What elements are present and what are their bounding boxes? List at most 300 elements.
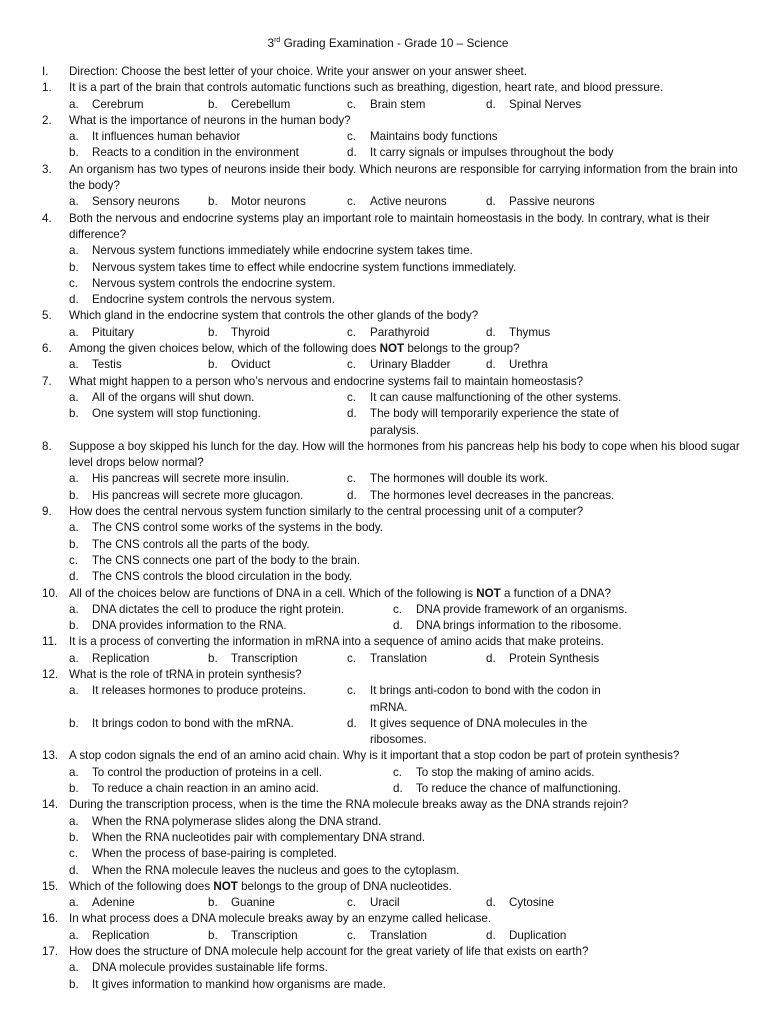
choice-text: Reacts to a condition in the environment	[92, 146, 299, 160]
question-item	[42, 80, 740, 113]
question-number: 3.	[42, 162, 52, 176]
choice-text: It influences human behavior	[92, 130, 241, 144]
question-item	[42, 586, 740, 635]
choice-item	[486, 928, 625, 944]
choice-letter: b.	[69, 537, 79, 551]
choice-item	[69, 765, 393, 781]
choice-item	[208, 928, 347, 944]
question-row	[42, 911, 740, 927]
choice-text: His pancreas will secrete more glucagon.	[92, 488, 304, 502]
choice-item	[69, 928, 208, 944]
choice-letter: b.	[208, 195, 218, 209]
question-text-emphasis: NOT	[379, 342, 405, 356]
choice-letter: a.	[69, 814, 79, 828]
choice-letter: d.	[393, 782, 403, 796]
choice-letter: c.	[347, 684, 357, 698]
question-text: What is the role of tRNA in protein synthesis?	[69, 667, 302, 681]
choice-letter: b.	[69, 977, 79, 991]
direction-text: Direction: Choose the best letter of your choice. Write your answer on your answer sheet.	[69, 65, 527, 78]
choice-letter: a.	[69, 244, 79, 258]
question-row	[42, 341, 740, 357]
question-row	[42, 80, 740, 96]
choice-text: Transcription	[231, 928, 298, 942]
choice-letter: d.	[486, 325, 496, 339]
choice-item	[69, 194, 208, 210]
choice-item	[69, 129, 347, 145]
question-item	[42, 162, 740, 211]
question-number: 4.	[42, 211, 52, 225]
question-text: What might happen to a person who’s nervous and endocrine systems fail to maintain homeostasis?	[69, 374, 584, 388]
choice-text: Urethra	[509, 358, 548, 372]
choice-letter: b.	[208, 928, 218, 942]
choice-letter: a.	[69, 961, 79, 975]
choice-text: One system will stop functioning.	[92, 407, 261, 421]
choice-text: It carry signals or impulses throughout the body	[370, 146, 614, 160]
choice-text: The CNS connects one part of the body to the brain.	[92, 553, 361, 567]
question-item	[42, 308, 740, 341]
choice-letter: d.	[69, 863, 79, 877]
choice-item	[69, 960, 740, 976]
choice-item	[69, 243, 740, 259]
question-item	[42, 944, 740, 993]
choice-letter: d.	[486, 97, 496, 111]
title-superscript: rd	[274, 37, 281, 44]
choice-item	[69, 683, 347, 716]
question-text-emphasis: NOT	[213, 879, 238, 893]
choice-text: The CNS controls all the parts of the body.	[92, 537, 310, 551]
choice-list	[69, 683, 740, 748]
choice-item	[486, 325, 625, 341]
choice-text: Nervous system controls the endocrine system.	[92, 276, 336, 290]
choice-letter: a.	[69, 130, 79, 144]
choice-item	[69, 830, 740, 846]
choice-letter: c.	[347, 928, 357, 942]
question-text: What is the importance of neurons in the human body?	[69, 113, 351, 127]
choice-letter: c.	[347, 195, 357, 209]
question-text-part: a function of a DNA?	[500, 586, 611, 600]
question-item	[42, 504, 740, 585]
choice-item	[208, 97, 347, 113]
exam-content	[0, 64, 768, 993]
question-text: How does the structure of DNA molecule help account for the great variety of life that exists on earth?	[69, 945, 589, 959]
question-number: 6.	[42, 342, 52, 356]
choice-text: Duplication	[509, 928, 567, 942]
choice-letter: b.	[69, 782, 79, 796]
choice-text: Protein Synthesis	[509, 651, 600, 665]
choice-item	[486, 194, 625, 210]
choice-text: Replication	[92, 651, 150, 665]
choice-list	[69, 602, 740, 635]
choice-text: DNA dictates the cell to produce the right protein.	[92, 602, 344, 616]
choice-item	[208, 325, 347, 341]
question-list	[42, 80, 740, 993]
choice-text: The CNS controls the blood circulation in the body.	[92, 570, 353, 584]
question-text: It is a process of converting the information in mRNA into a sequence of amino acids that make proteins.	[69, 635, 604, 649]
choice-text: Adenine	[92, 896, 135, 910]
choice-letter: d.	[486, 651, 496, 665]
choice-letter: c.	[69, 847, 79, 861]
choice-list	[69, 471, 740, 504]
choice-letter: a.	[69, 390, 79, 404]
choice-item	[347, 488, 625, 504]
question-text: A stop codon signals the end of an amino acid chain. Why is it important that a stop codon be part of protein synthesis?	[69, 749, 680, 763]
choice-letter: a.	[69, 521, 79, 535]
choice-letter: d.	[486, 896, 496, 910]
choice-list	[69, 895, 740, 911]
choice-letter: a.	[69, 684, 79, 698]
choice-item	[69, 553, 740, 569]
question-text: Both the nervous and endocrine systems play an important role to maintain homeostasis in the body. In contrary, what is their difference?	[69, 211, 710, 241]
choice-text: Maintains body functions	[370, 130, 498, 144]
choice-text: Nervous system takes time to effect while endocrine system functions immediately.	[92, 260, 517, 274]
question-text: It is a part of the brain that controls automatic functions such as breathing, digestion, heart rate, and blood pressure.	[69, 81, 664, 95]
choice-text: Translation	[370, 651, 427, 665]
choice-text: The hormones level decreases in the pancreas.	[370, 488, 615, 502]
choice-letter: d.	[347, 407, 357, 421]
direction-label: I.	[42, 65, 49, 78]
choice-item	[347, 325, 486, 341]
question-item	[42, 667, 740, 748]
choice-letter: a.	[69, 358, 79, 372]
choice-text: Urinary Bladder	[370, 358, 451, 372]
choice-item	[69, 814, 740, 830]
question-item	[42, 211, 740, 309]
choice-text: Guanine	[231, 896, 275, 910]
choice-list	[69, 928, 740, 944]
choice-text: When the RNA molecule leaves the nucleus and goes to the cytoplasm.	[92, 863, 460, 877]
choice-text: DNA molecule provides sustainable life forms.	[92, 961, 328, 975]
choice-letter: a.	[69, 325, 79, 339]
question-number: 15.	[42, 879, 59, 893]
choice-letter: c.	[347, 97, 357, 111]
title-prefix: 3	[267, 36, 275, 50]
choice-item	[69, 357, 208, 373]
choice-item	[393, 618, 671, 634]
question-number: 16.	[42, 912, 59, 926]
question-number: 7.	[42, 374, 52, 388]
choice-letter: b.	[208, 896, 218, 910]
choice-letter: b.	[208, 97, 218, 111]
choice-text: Thyroid	[231, 325, 270, 339]
choice-item	[69, 325, 208, 341]
choice-item	[69, 471, 347, 487]
choice-letter: c.	[347, 325, 357, 339]
choice-text: Transcription	[231, 651, 298, 665]
choice-letter: a.	[69, 896, 79, 910]
question-text-part: Among the given choices below, which of the following does	[69, 342, 380, 356]
choice-letter: a.	[69, 928, 79, 942]
choice-letter: b.	[69, 146, 79, 160]
choice-letter: a.	[69, 765, 79, 779]
question-text-part: belongs to the group of DNA nucleotides.	[237, 879, 452, 893]
choice-item	[69, 863, 740, 879]
choice-text: Motor neurons	[231, 195, 306, 209]
choice-text: Oviduct	[231, 358, 271, 372]
choice-text: Parathyroid	[370, 325, 430, 339]
question-row	[42, 748, 740, 764]
choice-text: Passive neurons	[509, 195, 595, 209]
choice-item	[347, 390, 625, 406]
question-text	[69, 586, 740, 602]
question-text	[69, 879, 740, 895]
exam-title	[0, 0, 768, 51]
choice-text: Active neurons	[370, 195, 447, 209]
choice-list	[69, 814, 740, 879]
choice-item	[69, 97, 208, 113]
choice-item	[69, 977, 740, 993]
choice-letter: d.	[69, 293, 79, 307]
choice-item	[208, 357, 347, 373]
choice-text: Sensory neurons	[92, 195, 180, 209]
choice-list	[69, 129, 740, 162]
choice-letter: d.	[393, 619, 403, 633]
choice-item	[69, 406, 347, 439]
choice-item	[393, 765, 671, 781]
choice-text: Brain stem	[370, 97, 426, 111]
choice-item	[347, 683, 625, 716]
choice-letter: c.	[393, 602, 403, 616]
choice-text: DNA provides information to the RNA.	[92, 619, 287, 633]
choice-letter: d.	[486, 928, 496, 942]
choice-text: It gives sequence of DNA molecules in the ribosomes.	[370, 716, 588, 747]
choice-letter: a.	[69, 602, 79, 616]
choice-letter: d.	[69, 570, 79, 584]
choice-text: To reduce a chain reaction in an amino acid.	[92, 782, 319, 796]
choice-letter: d.	[347, 146, 357, 160]
question-text-emphasis: NOT	[476, 586, 501, 600]
choice-text: Cerebrum	[92, 97, 144, 111]
question-row	[42, 439, 740, 472]
choice-text: When the RNA nucleotides pair with complementary DNA strand.	[92, 830, 426, 844]
choice-item	[69, 260, 740, 276]
choice-item	[347, 471, 625, 487]
choice-letter: a.	[69, 97, 79, 111]
choice-list	[69, 960, 740, 993]
choice-list	[69, 325, 740, 341]
choice-text: The body will temporarily experience the state of paralysis.	[370, 407, 619, 437]
choice-letter: c.	[393, 765, 403, 779]
choice-letter: b.	[69, 830, 79, 844]
choice-list	[69, 520, 740, 585]
question-number: 12.	[42, 667, 59, 681]
choice-item	[393, 602, 671, 618]
choice-letter: d.	[347, 716, 357, 730]
choice-text: When the process of base-pairing is completed.	[92, 847, 337, 861]
question-row	[42, 162, 740, 195]
choice-item	[69, 651, 208, 667]
choice-text: DNA provide framework of an organisms.	[416, 602, 628, 616]
choice-letter: c.	[69, 276, 79, 290]
choice-item	[69, 145, 347, 161]
question-number: 5.	[42, 309, 52, 323]
choice-list	[69, 357, 740, 373]
choice-letter: c.	[347, 358, 357, 372]
choice-list	[69, 97, 740, 113]
choice-text: It brings anti-codon to bond with the codon in mRNA.	[370, 684, 601, 714]
question-row	[42, 797, 740, 813]
choice-letter: a.	[69, 472, 79, 486]
choice-item	[69, 602, 393, 618]
question-number: 17.	[42, 945, 59, 959]
question-text-part: belongs to the group?	[404, 342, 520, 356]
choice-text: The CNS control some works of the systems in the body.	[92, 521, 384, 535]
question-item	[42, 113, 740, 162]
question-item	[42, 439, 740, 504]
choice-text: When the RNA polymerase slides along the DNA strand.	[92, 814, 382, 828]
choice-item	[347, 716, 625, 749]
choice-item	[69, 537, 740, 553]
question-number: 2.	[42, 113, 52, 127]
choice-text: The hormones will double its work.	[370, 472, 548, 486]
choice-item	[347, 406, 625, 439]
question-row	[42, 944, 740, 960]
choice-letter: c.	[347, 896, 357, 910]
question-item	[42, 748, 740, 797]
choice-item	[69, 618, 393, 634]
choice-text: Uracil	[370, 896, 400, 910]
choice-letter: c.	[347, 130, 357, 144]
question-row	[42, 504, 740, 520]
choice-item	[486, 357, 625, 373]
choice-list	[69, 765, 740, 798]
question-text-part: Which of the following does	[69, 879, 214, 893]
question-row	[42, 211, 740, 244]
choice-item	[69, 292, 740, 308]
choice-letter: b.	[69, 407, 79, 421]
choice-item	[347, 895, 486, 911]
question-number: 8.	[42, 439, 52, 453]
choice-item	[69, 716, 347, 749]
choice-item	[486, 97, 625, 113]
question-item	[42, 634, 740, 667]
question-item	[42, 911, 740, 944]
question-text: An organism has two types of neurons inside their body. Which neurons are responsible for carrying information from the brain into the body?	[69, 162, 738, 193]
question-text: During the transcription process, when is the time the RNA molecule breaks away as the DNA strands rejoin?	[69, 798, 629, 812]
choice-text: Testis	[92, 358, 122, 372]
choice-text: Endocrine system controls the nervous system.	[92, 293, 335, 307]
question-item	[42, 797, 740, 878]
question-text-part: All of the choices below are functions of DNA in a cell. Which of the following is	[69, 586, 477, 600]
choice-letter: c.	[69, 553, 79, 567]
choice-letter: d.	[486, 195, 496, 209]
choice-list	[69, 390, 740, 439]
choice-text: It can cause malfunctioning of the other systems.	[370, 390, 622, 404]
choice-text: It brings codon to bond with the mRNA.	[92, 716, 294, 730]
title-suffix: Grading Examination - Grade 10 – Science	[280, 36, 509, 50]
choice-item	[347, 145, 625, 161]
choice-text: Translation	[370, 928, 427, 942]
choice-text: Spinal Nerves	[509, 97, 582, 111]
question-text: In what process does a DNA molecule breaks away by an enzyme called helicase.	[69, 912, 492, 926]
choice-text: To control the production of proteins in a cell.	[92, 765, 323, 779]
question-item	[42, 341, 740, 374]
choice-item	[69, 781, 393, 797]
question-item	[42, 374, 740, 439]
choice-text: It releases hormones to produce proteins.	[92, 684, 306, 698]
choice-list	[69, 243, 740, 308]
choice-item	[347, 194, 486, 210]
question-text: How does the central nervous system function similarly to the central processing unit of a computer?	[69, 505, 584, 519]
question-number: 14.	[42, 798, 59, 812]
question-number: 10.	[42, 586, 59, 600]
choice-letter: b.	[69, 619, 79, 633]
choice-letter: b.	[69, 260, 79, 274]
question-number: 1.	[42, 81, 52, 95]
choice-item	[69, 488, 347, 504]
choice-item	[208, 651, 347, 667]
choice-text: Replication	[92, 928, 150, 942]
choice-item	[208, 895, 347, 911]
choice-list	[69, 194, 740, 210]
choice-list	[69, 651, 740, 667]
question-item	[42, 879, 740, 912]
choice-letter: a.	[69, 195, 79, 209]
choice-item	[486, 895, 625, 911]
choice-text: Cerebellum	[231, 97, 291, 111]
question-row	[42, 879, 740, 895]
choice-letter: b.	[208, 358, 218, 372]
choice-item	[347, 357, 486, 373]
choice-letter: b.	[208, 325, 218, 339]
choice-item	[208, 194, 347, 210]
choice-text: To stop the making of amino acids.	[416, 765, 595, 779]
choice-letter: b.	[208, 651, 218, 665]
choice-item	[69, 276, 740, 292]
choice-item	[393, 781, 671, 797]
direction-row	[42, 64, 740, 80]
choice-text: It gives information to mankind how organisms are made.	[92, 977, 386, 991]
question-number: 13.	[42, 749, 59, 763]
choice-letter: a.	[69, 651, 79, 665]
choice-letter: c.	[347, 651, 357, 665]
choice-letter: b.	[69, 488, 79, 502]
question-number: 11.	[42, 635, 58, 649]
choice-text: Cytosine	[509, 896, 555, 910]
choice-item	[347, 97, 486, 113]
choice-item	[347, 928, 486, 944]
choice-text: Pituitary	[92, 325, 134, 339]
choice-text: His pancreas will secrete more insulin.	[92, 472, 290, 486]
choice-letter: d.	[347, 488, 357, 502]
choice-item	[69, 569, 740, 585]
question-row	[42, 634, 740, 650]
choice-item	[69, 895, 208, 911]
question-text	[69, 341, 740, 357]
choice-letter: b.	[69, 716, 79, 730]
choice-letter: c.	[347, 472, 357, 486]
choice-item	[69, 846, 740, 862]
choice-item	[347, 129, 625, 145]
question-row	[42, 586, 740, 602]
question-row	[42, 667, 740, 683]
question-text: Which gland in the endocrine system that controls the other glands of the body?	[69, 309, 479, 323]
choice-item	[69, 520, 740, 536]
choice-text: All of the organs will shut down.	[92, 390, 255, 404]
choice-text: To reduce the chance of malfunctioning.	[416, 782, 621, 796]
choice-text: Nervous system functions immediately while endocrine system takes time.	[92, 244, 473, 258]
choice-item	[486, 651, 625, 667]
choice-text: Thymus	[509, 325, 551, 339]
choice-item	[347, 651, 486, 667]
question-row	[42, 113, 740, 129]
question-number: 9.	[42, 505, 52, 519]
choice-letter: c.	[347, 390, 357, 404]
question-row	[42, 374, 740, 390]
choice-item	[69, 390, 347, 406]
question-row	[42, 308, 740, 324]
question-text: Suppose a boy skipped his lunch for the day. How will the hormones from his pancreas help his body to cope when his blood sugar level drops below normal?	[69, 439, 740, 470]
choice-text: DNA brings information to the ribosome.	[416, 619, 622, 633]
